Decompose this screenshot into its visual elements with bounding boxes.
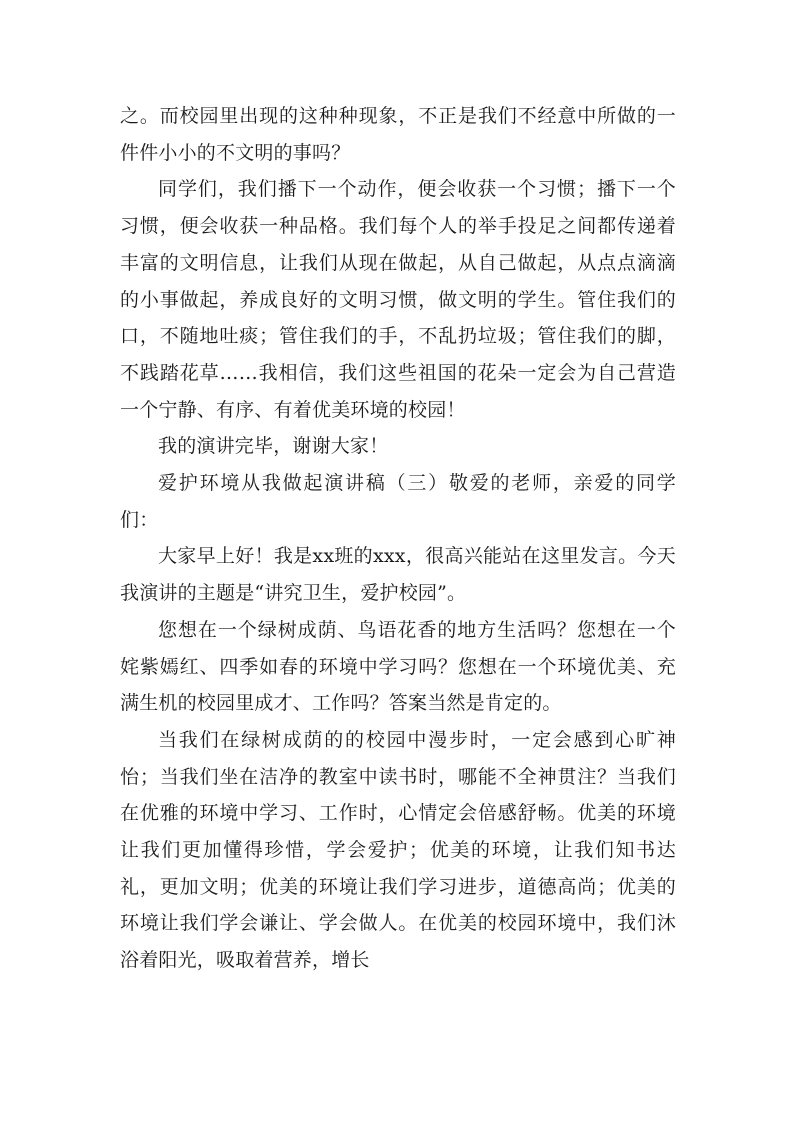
document-body (120, 98, 676, 979)
paragraph-continuation: 之。而校园里出现的这种种现象，不正是我们不经意中所做的一件件小小的不文明的事吗？ (120, 105, 676, 164)
paragraph-greeting: 大家早上好！我是xx班的xxx，很高兴能站在这里发言。今天我演讲的主题是“讲究卫生，爱护校园”。 (120, 545, 676, 605)
paragraph-civilized-habits: 同学们，我们播下一个动作，便会收获一个习惯；播下一个习惯，便会收获一种品格。我们每个人的举手投足之间都传递着丰富的文明信息，让我们从现在做起，从自己做起，从点点滴滴的小事做起，养成良好的文明习惯，做文明的学生。管住我们的口，不随地吐痰；管住我们的手，不乱扔垃圾；管住我们的脚，不践踏花草……我相信，我们这些祖国的花朵一定会为自己营造一个宁静、有序、有着优美环境的校园！ (120, 178, 676, 421)
paragraph-closing-thanks: 我的演讲完毕，谢谢大家！ (158, 435, 389, 458)
paragraph-speech-heading: 爱护环境从我做起演讲稿（三）敬爱的老师，亲爱的同学们： (120, 472, 676, 531)
paragraph-beautiful-environment: 当我们在绿树成荫的的校园中漫步时，一定会感到心旷神怡；当我们坐在洁净的教室中读书时，哪能不全神贯注？当我们在优雅的环境中学习、工作时，心情定会倍感舒畅。优美的环境让我们更加懂得珍惜，学会爱护；优美的环境，让我们知书达礼，更加文明；优美的环境让我们学习进步，道德高尚；优美的环境让我们学会谦让、学会做人。在优美的校园环境中，我们沐浴着阳光，吸取着营养，增长 (120, 728, 676, 972)
paragraph-questions: 您想在一个绿树成荫、鸟语花香的地方生活吗？您想在一个姹紫嫣红、四季如春的环境中学习吗？您想在一个环境优美、充满生机的校园里成才、工作吗？答案当然是肯定的。 (120, 618, 676, 715)
